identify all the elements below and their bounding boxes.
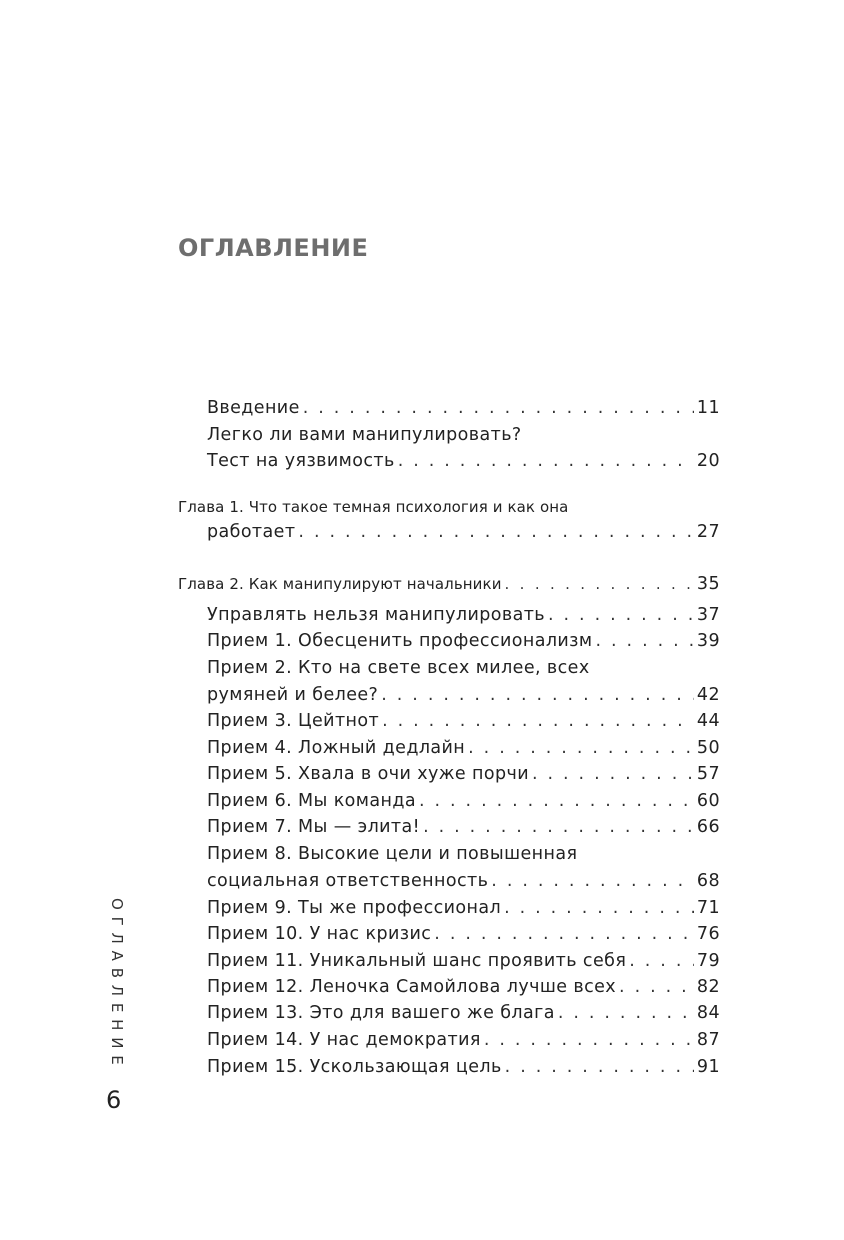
toc-entry[interactable] xyxy=(207,1030,720,1050)
toc-chapter-title: работает xyxy=(207,522,296,542)
toc-entry[interactable] xyxy=(207,1057,720,1077)
toc-entry-page: 66 xyxy=(696,817,720,837)
toc-chapter[interactable] xyxy=(207,522,720,542)
dot-leader xyxy=(629,951,694,971)
toc-entry[interactable] xyxy=(207,924,720,944)
toc-entry-title: Введение xyxy=(207,398,300,418)
toc-entry[interactable] xyxy=(207,791,720,811)
dot-leader xyxy=(491,871,694,891)
toc-entry[interactable] xyxy=(207,951,720,971)
dot-leader xyxy=(423,817,694,837)
toc-entry-page: 71 xyxy=(696,898,720,918)
dot-leader xyxy=(468,738,694,758)
toc-entry[interactable] xyxy=(207,1003,720,1023)
dot-leader xyxy=(532,764,694,784)
toc-entry-title: Прием 13. Это для вашего же блага xyxy=(207,1003,555,1023)
dot-leader xyxy=(298,522,694,542)
dot-leader xyxy=(504,898,694,918)
toc-entry[interactable] xyxy=(207,977,720,997)
toc-chapter[interactable] xyxy=(178,574,720,594)
toc-entry[interactable] xyxy=(207,425,720,445)
toc-entry-title: Прием 8. Высокие цели и повышенная xyxy=(207,844,578,864)
dot-leader xyxy=(505,575,694,593)
dot-leader xyxy=(596,631,694,651)
toc-entry-page: 60 xyxy=(696,791,720,811)
dot-leader xyxy=(434,924,694,944)
toc-entry-title: Прием 1. Обесценить профессионализм xyxy=(207,631,593,651)
toc-entry-page: 79 xyxy=(696,951,720,971)
dot-leader xyxy=(419,791,694,811)
toc-entry-title: Прием 3. Цейтнот xyxy=(207,711,380,731)
toc-entry-page: 44 xyxy=(696,711,720,731)
toc-entry[interactable] xyxy=(207,738,720,758)
toc-entry-page: 11 xyxy=(696,398,720,418)
toc-entry[interactable] xyxy=(207,658,720,678)
toc-entry-title: румяней и белее? xyxy=(207,685,379,705)
toc-chapter-title: Глава 2. Как манипулируют начальники xyxy=(178,575,502,593)
toc-entry[interactable] xyxy=(207,711,720,731)
page-number: 6 xyxy=(106,1086,122,1114)
dot-leader xyxy=(398,451,694,471)
toc-entry-page: 76 xyxy=(696,924,720,944)
toc-entry-title: Прием 10. У нас кризис xyxy=(207,924,432,944)
running-head-vertical: ОГЛАВЛЕНИЕ xyxy=(108,898,126,1072)
dot-leader xyxy=(484,1030,694,1050)
toc-entry-page: 82 xyxy=(696,977,720,997)
toc-entry-page: 27 xyxy=(696,522,720,542)
toc-entry[interactable] xyxy=(207,844,720,864)
toc-entry[interactable] xyxy=(207,764,720,784)
toc-entry-page: 68 xyxy=(696,871,720,891)
toc-entry-page: 35 xyxy=(696,574,720,594)
dot-leader xyxy=(558,1003,694,1023)
toc-entry-title: Прием 9. Ты же профессионал xyxy=(207,898,502,918)
toc-entry-title: Прием 6. Мы команда xyxy=(207,791,416,811)
toc-entry[interactable] xyxy=(207,898,720,918)
toc-entry-title: Прием 7. Мы — элита! xyxy=(207,817,421,837)
toc-entry-page: 84 xyxy=(696,1003,720,1023)
toc-entry-page: 50 xyxy=(696,738,720,758)
dot-leader xyxy=(381,685,694,705)
toc-entry-title: Прием 2. Кто на свете всех милее, всех xyxy=(207,658,590,678)
toc-entry[interactable] xyxy=(207,817,720,837)
toc-entry-page: 42 xyxy=(696,685,720,705)
dot-leader xyxy=(548,605,694,625)
toc-entry[interactable] xyxy=(207,631,720,651)
toc-entry-title: социальная ответственность xyxy=(207,871,489,891)
toc-entry-title: Управлять нельзя манипулировать xyxy=(207,605,545,625)
toc-entry-page: 87 xyxy=(696,1030,720,1050)
toc-entry[interactable] xyxy=(207,605,720,625)
toc-entry-page: 57 xyxy=(696,764,720,784)
toc-entry-title: Тест на уязвимость xyxy=(207,451,395,471)
toc-entry-title: Прием 5. Хвала в очи хуже порчи xyxy=(207,764,529,784)
toc-entry-page: 39 xyxy=(696,631,720,651)
toc-entry[interactable] xyxy=(207,871,720,891)
toc-entry-title: Прием 11. Уникальный шанс проявить себя xyxy=(207,951,627,971)
toc-entry[interactable] xyxy=(207,685,720,705)
toc-entry-title: Легко ли вами манипулировать? xyxy=(207,425,522,445)
toc-heading: ОГЛАВЛЕНИЕ xyxy=(178,234,369,262)
dot-leader xyxy=(382,711,694,731)
dot-leader xyxy=(505,1057,694,1077)
toc-chapter-title: Глава 1. Что такое темная психология и как она xyxy=(178,498,569,516)
dot-leader xyxy=(303,398,694,418)
dot-leader xyxy=(619,977,694,997)
toc-entry[interactable] xyxy=(207,451,720,471)
toc-entry-title: Прием 12. Леночка Самойлова лучше всех xyxy=(207,977,617,997)
toc-entry-title: Прием 15. Ускользающая цель xyxy=(207,1057,502,1077)
toc-entry-title: Прием 14. У нас демократия xyxy=(207,1030,481,1050)
toc-entry-title: Прием 4. Ложный дедлайн xyxy=(207,738,466,758)
toc-entry-page: 37 xyxy=(696,605,720,625)
toc-entry-page: 91 xyxy=(696,1057,720,1077)
toc-chapter[interactable] xyxy=(178,498,720,516)
toc-entry-page: 20 xyxy=(696,451,720,471)
toc-entry[interactable] xyxy=(207,398,720,418)
